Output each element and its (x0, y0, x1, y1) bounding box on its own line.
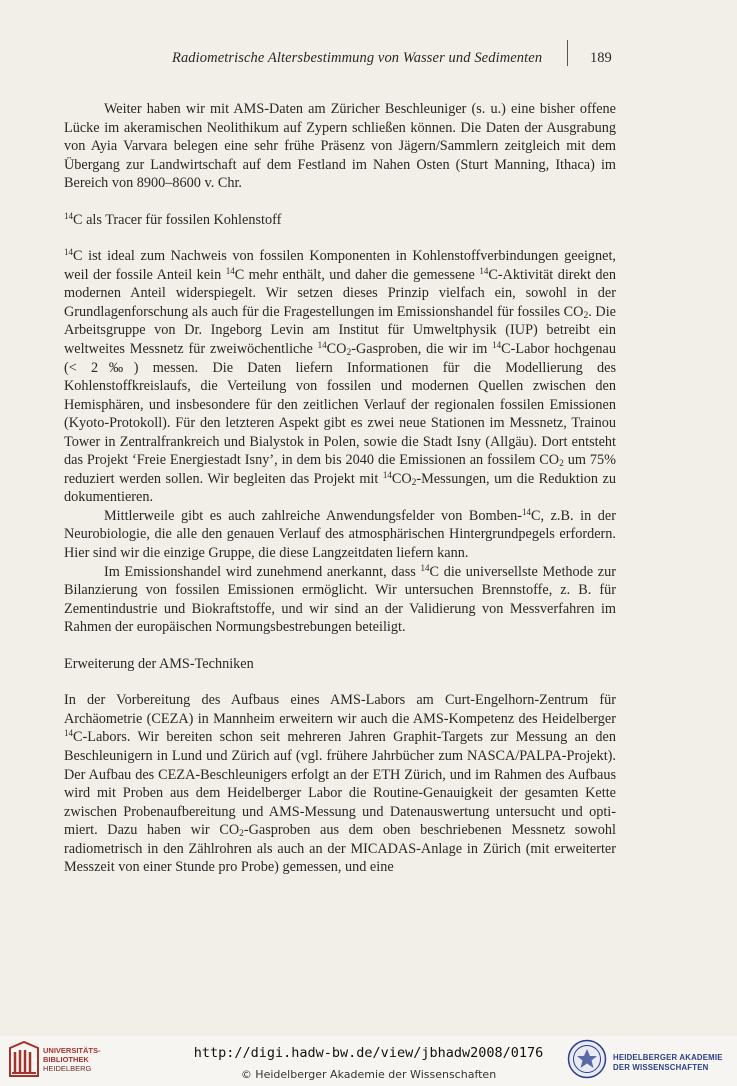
paragraph-ayia-varvara: Weiter haben wir mit AMS-Daten am Züricher Beschleuniger (s. u.) eine bisher offene Lücke im akeramischen Neolithikum auf Zypern schließen können. Die Daten der Ausgrabung von Ayia Varvara belegen eine sehr frühe Präsenz von Jägern/Sammlern zeitgleich mit dem Übergang zur Landwirtschaft auf dem Festland im Nahen Osten (Sturt Manning, Ithaca) im Bereich von 8900–8600 v. Chr. (64, 101, 616, 192)
academy-name: HEIDELBERGER AKADEMIE DER WISSENSCHAFTEN (613, 1053, 723, 1072)
paragraph-ams-extension: In der Vorbereitung des Aufbaus eines AMS-Labors am Curt-Engelhorn-Zentrum für Archäometrie (CEZA) in Mannheim erweitern wir auch die AMS-Kompetenz des Heidelberger $^{14}$C-Labors. Wir bereiten schon seit mehreren Jahren Graphit-Targets zur Messung an den Beschleunigern in Lund und Zürich auf (vgl. frühere Jahrbücher zum NASCA/PALPA-Projekt). Der Aufbau des CEZA-Beschleunigers erfolgt an der ETH Zürich, und im Rahmen des Aufbaus wird mit Proben aus dem Heidelberger Labor die Routine-Genauigkeit der gesamten Kette zwischen Probenaufbereitung und AMS-Messung und Datenauswertung untersucht und optimiert. Dazu haben wir $CO_2$-Gasproben aus dem oben beschriebenen Messnetz sowohl radiometrisch in den Zählrohren als auch an der MICADAS-Anlage in Zürich (mit erweiterter Messzeit von einer Stunde pro Probe) gemessen, und eine (64, 692, 616, 876)
header-rule (567, 40, 568, 66)
copyright-notice: © Heidelberger Akademie der Wissenschaften (240, 1068, 497, 1081)
body-text (64, 100, 616, 877)
paragraph-bomb-carbon: Mittlerweile gibt es auch zahlreiche Anwendungsfelder von Bomben-$^{14}$C, z.B. in der Neurobiologie, die alle den genauen Verlauf des atmosphärischen Hintergrundpegels erfordern. Hier sind wir die einzige Gruppe, die diese Langzeitdaten liefern kann. (64, 506, 616, 562)
source-url-link[interactable]: http://digi.hadw-bw.de/view/jbhadw2008/0176 (193, 1045, 544, 1061)
paragraph-emission-trading: Im Emissionshandel wird zunehmend anerkannt, dass $^{14}$C die universellste Methode zur Bilanzierung von fossilen Emissionen ermöglicht. Wir untersuchen Brennstoffe, z. B. für Zementindustrie und Biokraftstoffe, und wir sind an der Validierung von Messverfahren im Rahmen der europäischen Normungsbestrebungen beteiligt. (64, 562, 616, 636)
section-heading-tracer: $^{14}$C als Tracer für fossilen Kohlenstoff (64, 210, 282, 228)
running-title: Radiometrische Altersbestimmung von Wasser und Sedimenten (172, 50, 543, 66)
university-library-name: UNIVERSITÄTS- BIBLIOTHEK HEIDELBERG (43, 1046, 101, 1073)
section-heading-ams: Erweiterung der AMS-Techniken (64, 655, 254, 672)
page-number: 189 (590, 50, 612, 66)
paragraph-fossil-carbon: $^{14}$C ist ideal zum Nachweis von fossilen Komponenten in Kohlenstoffverbindungen geeignet, weil der fossile Anteil kein $^{14}$C mehr enthält, und daher die gemessene $^{14}$C-Aktivität direkt den modernen Anteil widerspiegelt. Wir setzen dieses Prinzip vielfach ein, sowohl in der Grundlagenforschung als auch für die Fragestellungen im Emissionshandel für fossiles $CO_2$. Die Arbeitsgruppe von Dr. Ingeborg Levin am Institut für Umweltphysik (IUP) betreibt ein weltweites Messnetz für zweiwöchentliche $^{14}CO_2$-Gasproben, die wir im $^{14}$C-Labor hochgenau (< 2‰) messen. Die Daten liefern Informationen für die Modellierung des Kohlenstoffkreislaufs, die Verteilung von fossilen und modernen Quellen zwischen den Hemisphären, und insbesondere für den zeitlichen Verlauf der regionalen fossilen Emissionen (Kyoto-Protokoll). Für den letzteren Aspekt gibt es zwei neue Stationen im Messnetz, Trainou Tower in Zentralfrankreich und Bialystok in Polen, sowie die Stadt Isny (Allgäu). Dort entsteht das Projekt ‘Freie Energiestadt Isny’, in dem bis 2040 die Emissionen an fossilem $CO_2$ um 75% reduziert werden sollen. Wir begleiten das Projekt mit $^{14}CO_2$-Messungen, um die Reduktion zu dokumentieren. (64, 247, 617, 506)
academy-seal-icon (567, 1039, 607, 1079)
